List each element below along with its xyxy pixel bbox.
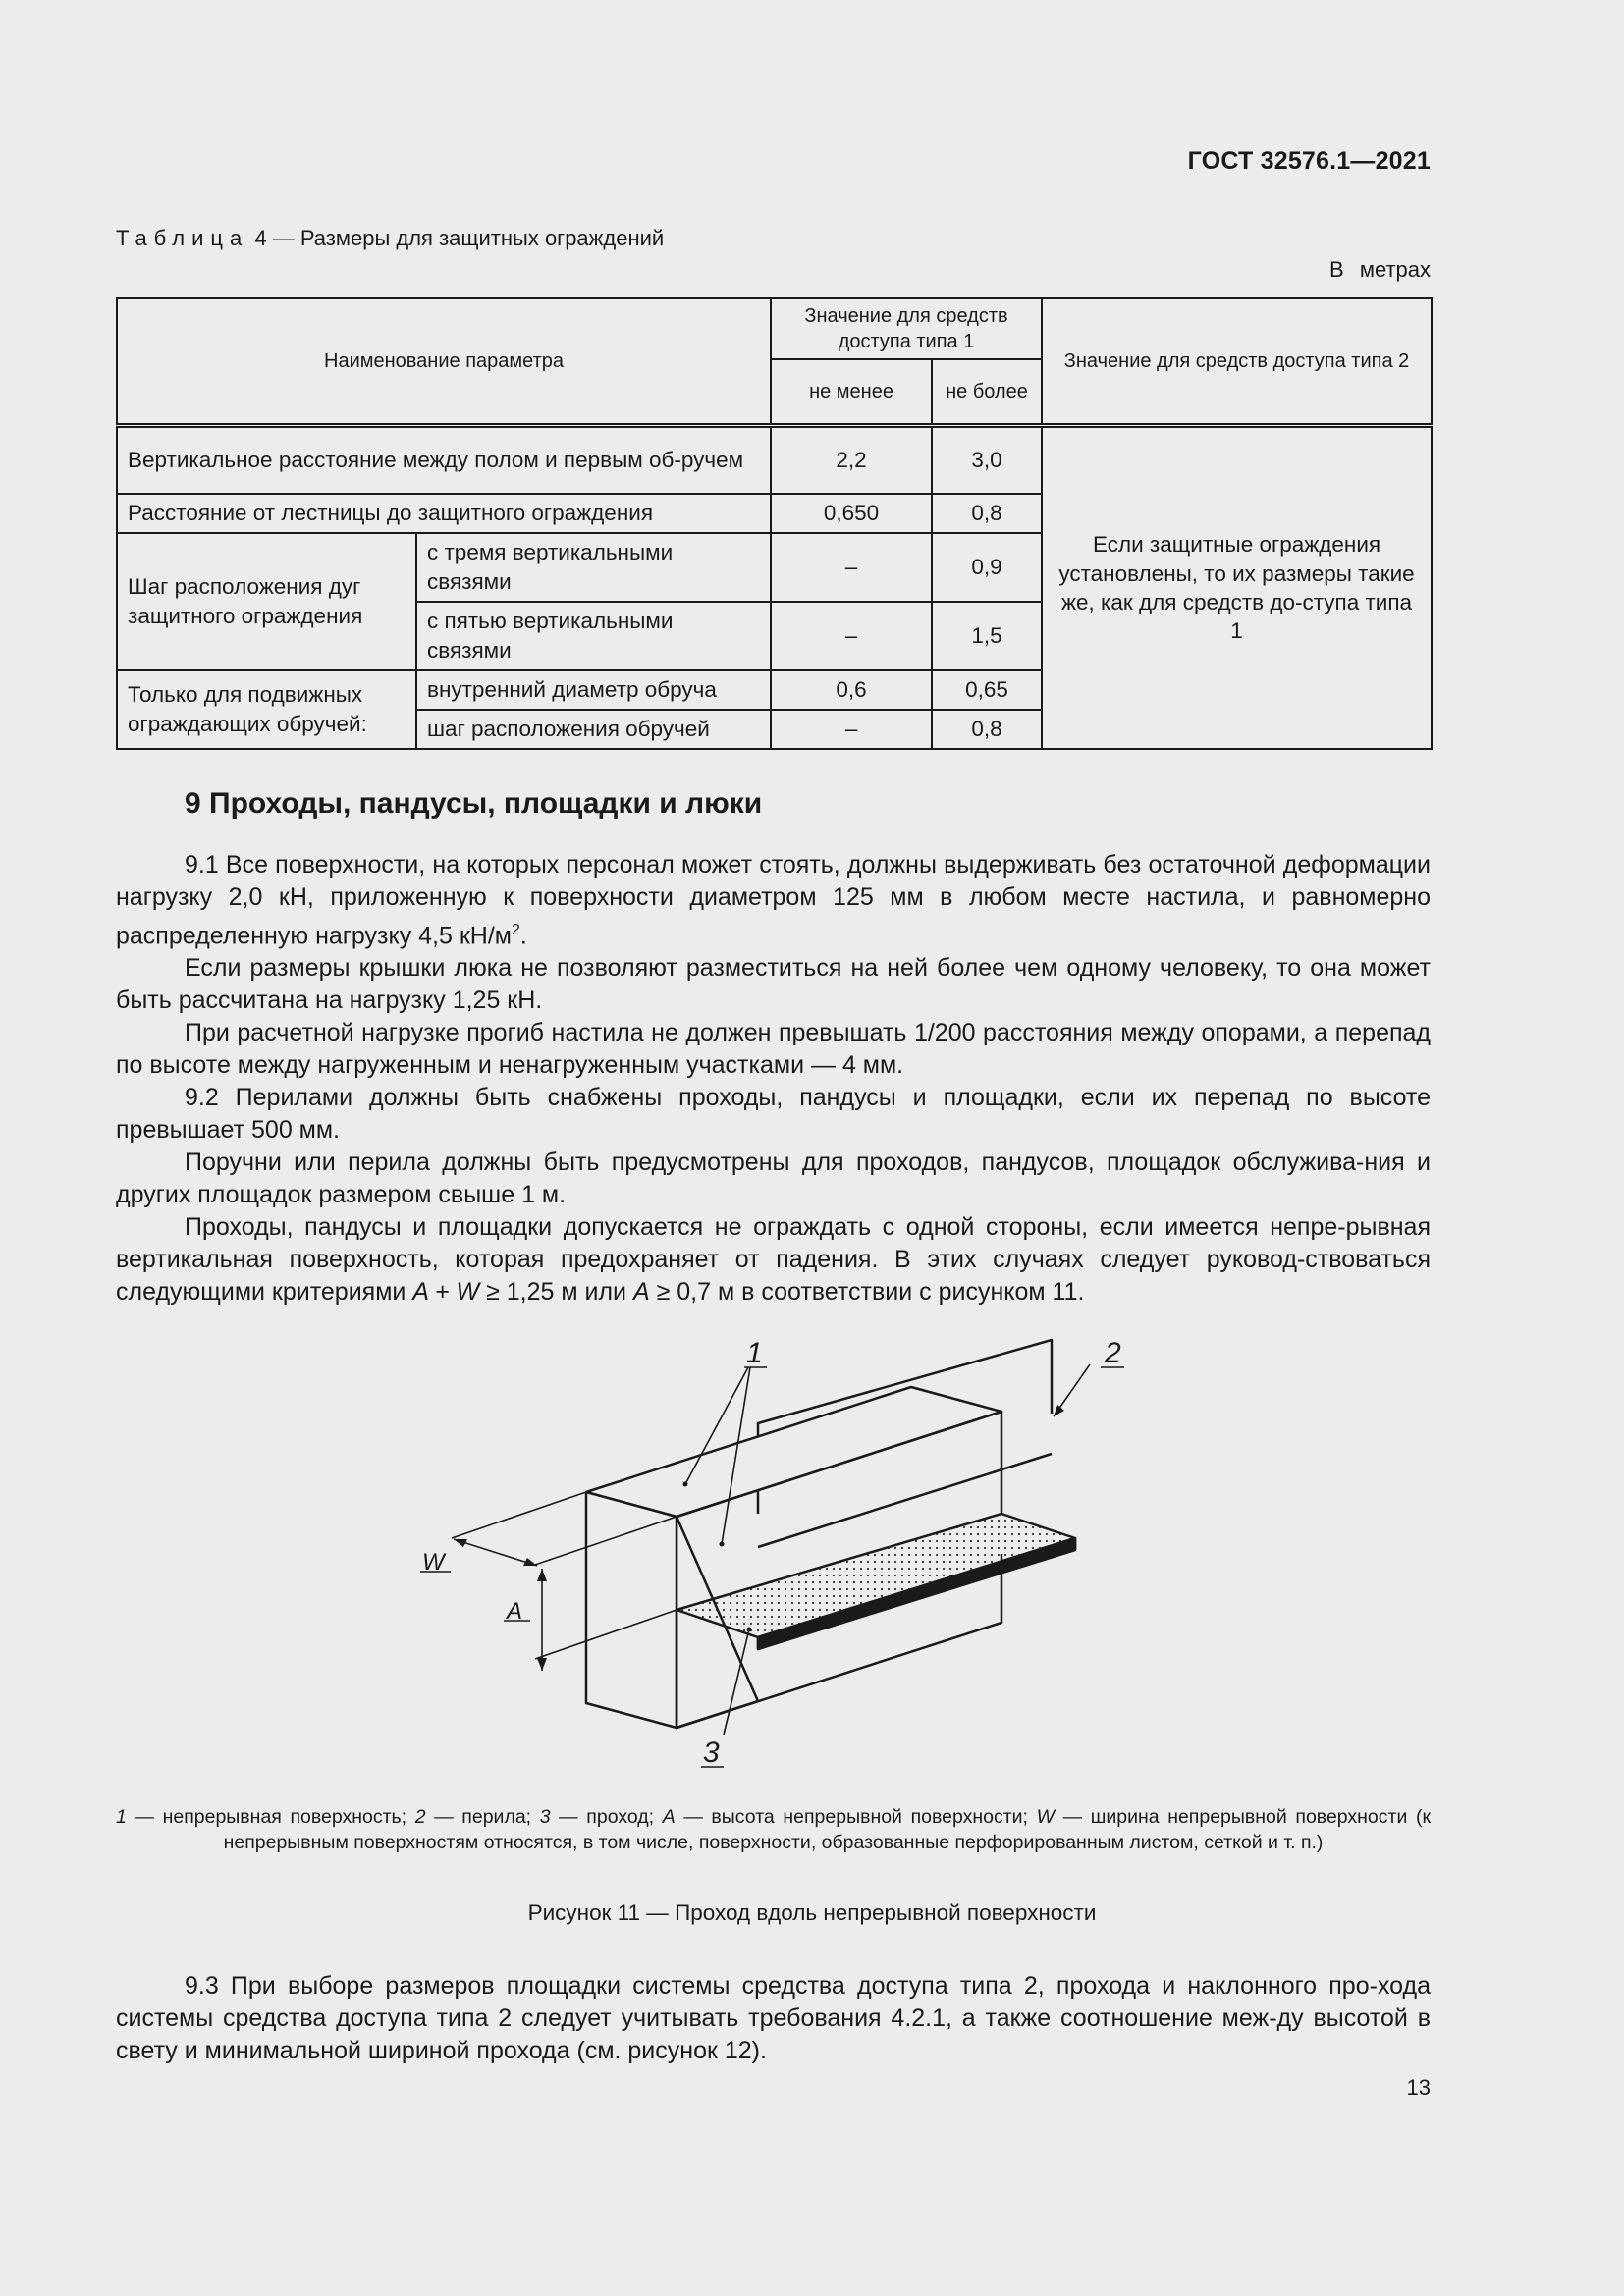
row-max: 0,65 [932, 670, 1042, 710]
callout-3: 3 [703, 1736, 720, 1769]
paragraph [116, 1211, 1431, 1308]
paragraph-text: 9.1 Все поверхности, на которых персонал может стоять, должны выдерживать без остаточной деформации нагрузку 2,0 кН, приложенную к поверхности диаметром 125 мм в любом месте настила, и равномерно распределенную нагрузку 4,5 кН/м [116, 851, 1431, 950]
row-min: – [771, 710, 932, 749]
legend-key: W [1036, 1806, 1055, 1828]
legend-text: — ширина непрерывной поверхности (к непрерывным поверхностям относятся, в том числе, поверхности, образованные перфорированным листом, сеткой и т. п.) [223, 1806, 1431, 1853]
row-name: Вертикальное расстояние между полом и первым об-ручем [117, 426, 771, 494]
legend-text: — высота непрерывной поверхности; [675, 1806, 1037, 1828]
figure-caption: Рисунок 11 — Проход вдоль непрерывной поверхности [527, 1900, 1097, 1925]
header-parameter-name: Наименование параметра [117, 298, 771, 426]
header-max: не более [932, 359, 1042, 426]
legend-key: 2 [414, 1806, 426, 1828]
table-row [117, 426, 1432, 494]
row-min: – [771, 533, 932, 602]
row-min: 0,6 [771, 670, 932, 710]
row-max: 0,8 [932, 710, 1042, 749]
legend-key: 3 [539, 1806, 551, 1828]
legend-key: 1 [116, 1806, 127, 1828]
row-max: 1,5 [932, 602, 1042, 670]
w-dim-arrow [454, 1539, 537, 1566]
paragraph-text: ≥ 0,7 м в соответствии с рисунком 11. [649, 1278, 1085, 1307]
figure-legend [116, 1804, 1431, 1855]
surface-box-top [586, 1387, 1001, 1517]
paragraph [116, 849, 1431, 952]
paragraph: 9.3 При выборе размеров площадки системы средства доступа типа 2, прохода и наклонного про-хода системы средства доступа типа 2 следует учитывать требования 4.2.1, а также соотношение меж-ду высотой в свету и минимальной шириной прохода (см. рисунок 12). [116, 1972, 1431, 2064]
row-min: – [771, 602, 932, 670]
row-subname: шаг расположения обручей [416, 710, 771, 749]
formula: A + W [412, 1278, 480, 1307]
leader-3 [724, 1629, 749, 1735]
row-max: 0,8 [932, 494, 1042, 533]
body-text-block-2 [116, 1970, 1431, 2067]
row-max: 3,0 [932, 426, 1042, 494]
paragraph: При расчетной нагрузке прогиб настила не должен превышать 1/200 расстояния между опорами, а перепад по высоте между нагруженным и ненагруженным участками — 4 мм. [116, 1019, 1431, 1080]
paragraph: Поручни или перила должны быть предусмотрены для проходов, пандусов, площадок обслужива-ния и других площадок размером свыше 1 м. [116, 1148, 1431, 1209]
row-group: Шаг расположения дуг защитного ограждения [117, 533, 416, 670]
paragraph-text: Проходы, пандусы и площадки допускается не ограждать с одной стороны, если имеется непре-рывная вертикальная поверхность, которая предохраняет от падения. В этих случаях следует руковод-ствоваться следующими критериями [116, 1213, 1431, 1307]
table-caption-title: 4 — Размеры для защитных ограждений [248, 226, 665, 250]
table-caption [116, 226, 664, 251]
document-code: ГОСТ 32576.1—2021 [1187, 147, 1431, 175]
formula: A [632, 1278, 650, 1307]
figure-11-diagram [393, 1330, 1121, 1782]
parameters-table [116, 297, 1433, 750]
paragraph: 9.2 Перилами должны быть снабжены проходы, пандусы и площадки, если их перепад по высоте превышает 500 мм. [116, 1084, 1431, 1145]
walkway-surface [677, 1514, 1075, 1637]
label-a: A [507, 1598, 523, 1625]
table-units: В метрах [1329, 257, 1431, 282]
label-w: W [422, 1549, 445, 1575]
superscript: 2 [511, 922, 520, 938]
header-min: не менее [771, 359, 932, 426]
row-max: 0,9 [932, 533, 1042, 602]
header-type2: Значение для средств доступа типа 2 [1042, 298, 1432, 426]
legend-text: — непрерывная поверхность; [126, 1806, 415, 1828]
body-text-block-1 [116, 849, 1431, 1308]
paragraph-text: ≥ 1,25 м или [479, 1278, 633, 1307]
row-min: 0,650 [771, 494, 932, 533]
row-subname: с тремя вертикальными связями [416, 533, 771, 602]
legend-text: — перила; [425, 1806, 540, 1828]
section-title: 9 Проходы, пандусы, площадки и люки [185, 787, 763, 820]
type2-note: Если защитные ограждения установлены, то их размеры такие же, как для средств до-ступа типа 1 [1042, 426, 1432, 749]
w-dim-line-1 [452, 1492, 586, 1538]
paragraph-text: . [519, 922, 527, 950]
header-type1: Значение для средств доступа типа 1 [771, 298, 1042, 359]
legend-key: A [662, 1806, 676, 1828]
row-name: Расстояние от лестницы до защитного ограждения [117, 494, 771, 533]
callout-2: 2 [1105, 1337, 1121, 1369]
paragraph: Если размеры крышки люка не позволяют разместиться на ней более чем одному человеку, то она может быть рассчитана на нагрузку 1,25 кН. [116, 954, 1431, 1015]
page-number: 13 [1406, 2075, 1431, 2100]
row-subname: с пятью вертикальными связями [416, 602, 771, 670]
row-min: 2,2 [771, 426, 932, 494]
row-group: Только для подвижных ограждающих обручей: [117, 670, 416, 749]
legend-text: — проход; [550, 1806, 663, 1828]
row-subname: внутренний диаметр обруча [416, 670, 771, 710]
table-caption-word: Таблица [116, 226, 249, 250]
callout-1: 1 [746, 1337, 763, 1369]
